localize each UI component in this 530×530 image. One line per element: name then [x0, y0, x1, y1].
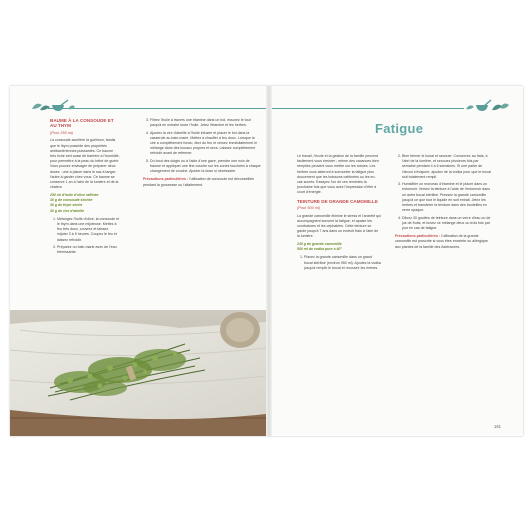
recipe-steps-continued [395, 154, 493, 231]
ingredient-item: 250 ml d'huile d'olive raffinée [50, 192, 99, 197]
recipe-step: 5. Du bout des doigts ou à l'aide d'une gaze, prendre une noix de baume et appliquer une fine couche sur les zones touchées à chaque changement de couche. Ajouter la dose si nécessaire. [150, 159, 261, 175]
precautions-label: Précautions particulières : [395, 234, 441, 239]
thyme-bundle-photo [10, 310, 266, 436]
ingredient-item: 240 g de grande camomille [297, 241, 342, 246]
recipe-dose: (Pour 500 ml) [297, 206, 321, 211]
precautions [395, 234, 493, 250]
ingredient-item: 30 g de thym séché [50, 203, 83, 208]
left-column-2 [143, 118, 261, 190]
ingredient-item: 30 g de consoude séchée [50, 197, 93, 202]
recipe-step: 1. Placez la grande camomille dans un grand bocal stérilisé (environ 950 ml). Ajoutez la vodka jusqu'à remplir le bocal et recouvrir les herbes. [304, 255, 381, 271]
recipe-intro: La grande camomille élimine le stress et l'anxiété qui accompagnent souvent la fatigue, et apaise les courbatures et les céphalées. Cette teinture se garde jusqu'à 7 ans dans un endroit frais à l'abri de la lumière. [297, 213, 381, 239]
recipe-dose: (Pour 250 ml) [50, 131, 74, 135]
section-intro: Le travail, l'école et la gestion de la famille peuvent facilement vous éreinter ; même des vacances bien remplies peuvent vous mettre sur les rotules. Les herbes vous aideront à surmonter la fatigue plus doucement que les boissons caféinées ou les en-cas sucrés. Essayez l'un de ces remèdes la prochaine fois que vous avez l'impression d'être à court d'énergie. [297, 154, 379, 195]
book-spread [10, 86, 523, 436]
page-number: 161 [494, 424, 501, 429]
recipe-step: 3. Humidifier un morceau d'étamine et le placer dans un entonnoir. Versez la teinture à l'aide de l'entonnoir dans un autre bocal stérilisé. Pressez la grande camomille jusqu'à ce que tout le liquide en soit extrait. Jetez les herbes et transférer la teinture dans des bouteilles en verre opaque. [402, 182, 493, 213]
right-column-1 [297, 154, 381, 273]
precautions-text: l'utilisation de consoude est déconseillée pendant la grossesse ou l'allaitement. [143, 177, 254, 187]
recipe-title: BAUME À LA CONSOUDE ET AU THYM [50, 118, 114, 129]
left-column-1 [50, 118, 120, 258]
ingredient-item: 500 ml de vodka pure à 40° [297, 247, 342, 252]
recipe-step: 1. Mélangez l'huile d'olive, la consoude et le thym dans une mijoteuse. Mettez à feu très doux, couvrez et laissez mijoter 3 à 5 heures. Coupez le feu et laissez refroidir. [57, 217, 120, 243]
recipe-step: 4. Ajoutez la cire d'abeille à l'huile infusée et placer le bol dans la casserole au bain-marie. Mettez à chauffer à feu doux. Lorsque la cire a complètement fondu, ôtez du feu et versez immédiatement le mélange dans des bocaux propres et secs. Laissez complètement refroidir avant de refermer. [150, 131, 261, 157]
book-gutter [266, 86, 272, 436]
mortar-pestle-icon [464, 99, 510, 113]
recipe-step: 4. Diluez 30 gouttes de teinture dans un verre d'eau ou de jus de fruits, et buvez ce mélange deux ou trois fois par jour en cas de fatigue. [402, 216, 493, 232]
left-header-rule [48, 108, 266, 109]
recipe-steps [297, 255, 381, 271]
right-header-rule [272, 108, 464, 109]
recipe-step: 3. Filtrez l'huile à travers une étamine dans un bol, essorez le tout jusqu'à en extraire toute l'huile. Jetez l'étamine et les herbes. [150, 118, 261, 128]
ingredient-list [50, 193, 120, 214]
recipe-steps [50, 217, 120, 256]
ingredient-list [297, 242, 381, 253]
recipe-steps-continued [143, 118, 261, 174]
precautions-label: Précautions particulières : [143, 177, 189, 182]
ingredient-item: 30 g de cire d'abeille [50, 208, 85, 213]
precautions [143, 177, 261, 187]
recipe-step: 2. Préparez un bain-marie avec de l'eau frémissante. [57, 245, 120, 255]
recipe-title: TEINTURE DE GRANDE CAMOMILLE [297, 198, 378, 204]
mortar-pestle-icon [30, 99, 76, 113]
recipe-intro: La consoude accélère la guérison, tandis que le thym possède des propriétés antibactériennes puissantes. Ce baume très riche sert aussi de barrière à l'humidité, pour permettre à la peau du bébé de guérir. Vous pouvez envisager de préparer deux doses : une à placer dans le sac à langer, l'autre à garder chez vous. Ce baume se conserve 1 an à l'abri de la lumière et de la chaleur. [50, 138, 120, 190]
recipe-step: 2. Bien fermer le bocal et secouer. Conservez au frais, à l'abri de la lumière, et secouez plusieurs fois par semaine pendant 4 à 6 semaines. Si une partie de l'alcool s'évapore, ajoutez de la vodka pour que le bocal soit totalement rempli. [402, 154, 493, 180]
right-column-2 [395, 154, 493, 252]
section-title: Fatigue [375, 121, 424, 136]
precautions-text: l'utilisation de la grande camomille est proscrite si vous êtes enceinte ou allergique aux plantes de la famille des Astéracées. [395, 234, 488, 249]
